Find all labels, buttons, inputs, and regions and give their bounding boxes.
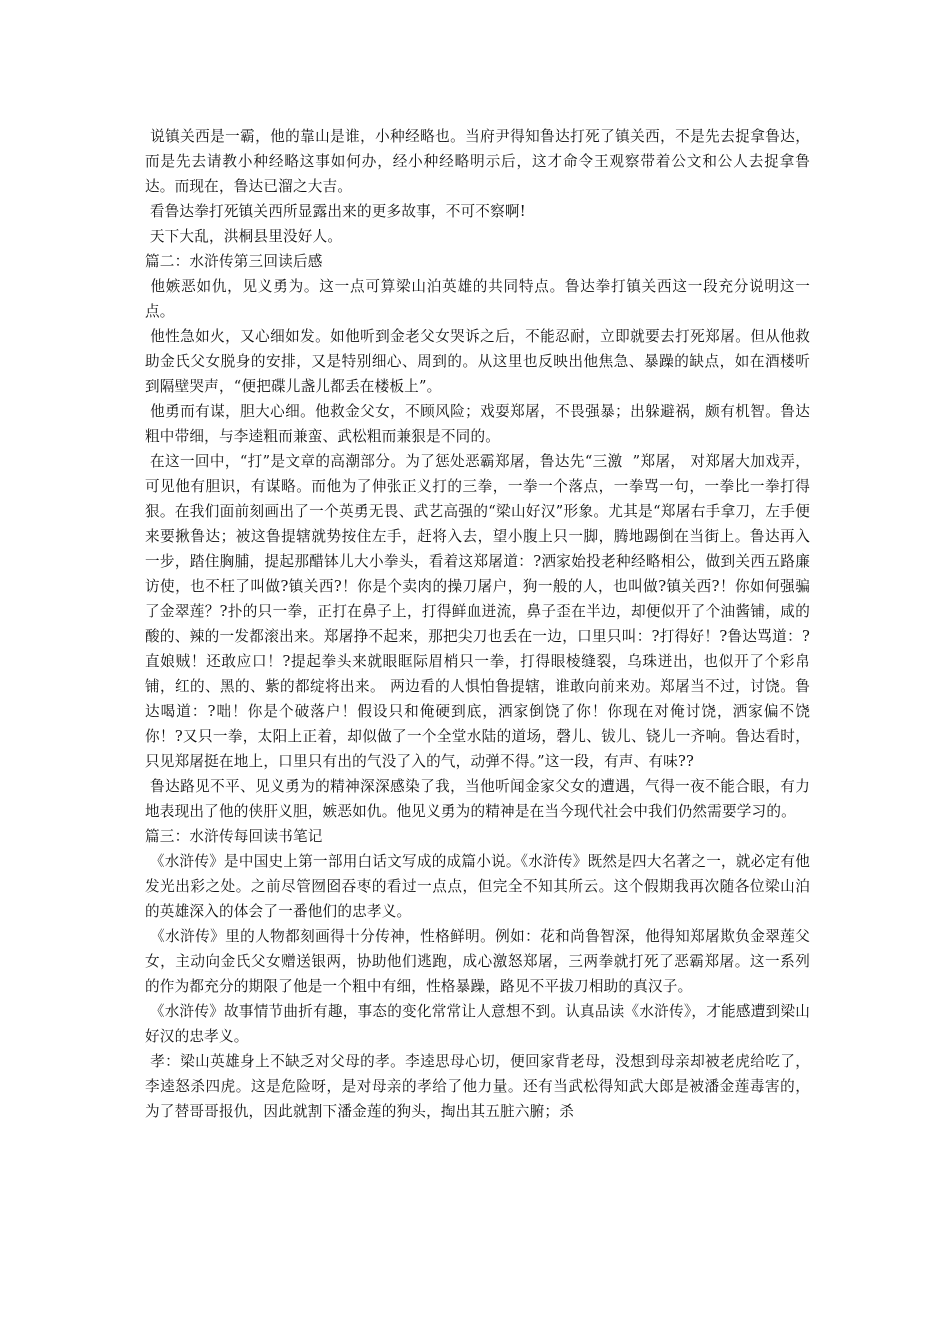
body-paragraph: 《水浒传》里的人物都刻画得十分传神，性格鲜明。例如：花和尚鲁智深，他得知郑屠欺负金翠莲父女，主动向金氏父女赠送银两，协助他们逃跑，成心激怒郑屠，三两拳就打死了恶霸郑屠。这一系列的作为都充分的期限了他是一个粗中有细，性格暴躁，路见不平拔刀相助的真汉子。	[145, 928, 811, 995]
body-paragraph: 《水浒传》故事情节曲折有趣，事态的变化常常让人意想不到。认真品读《水浒传》，才能感遭到梁山好汉的忠孝义。	[145, 1003, 810, 1045]
body-paragraph: 他嫉恶如仇，见义勇为。这一点可算梁山泊英雄的共同特点。鲁达拳打镇关西这一段充分说明这一点。	[145, 278, 810, 320]
section-heading: 篇三：水浒传每回读书笔记	[145, 828, 323, 845]
body-paragraph: 天下大乱，洪桐县里没好人。	[145, 228, 343, 245]
body-paragraph: 他性急如火，又心细如发。如他听到金老父女哭诉之后，不能忍耐，立即就要去打死郑屠。但从他救助金氏父女脱身的安排，又是特别细心、周到的。从这里也反映出他焦急、暴躁的缺点，如在酒楼听到隔壁哭声，“便把碟儿盏儿都丢在楼板上”。	[145, 328, 811, 395]
body-paragraph: 鲁达路见不平、见义勇为的精神深深感染了我，当他听闻金家父女的遭遇，气得一夜不能合眼，有力地表现出了他的侠肝义胆，嫉恶如仇。他见义勇为的精神是在当今现代社会中我们仍然需要学习的。	[145, 778, 811, 820]
body-paragraph: 他勇而有谋，胆大心细。他救金父女，不顾风险；戏耍郑屠，不畏强暴；出躲避祸，颇有机智。鲁达粗中带细，与李逵粗而兼蛮、武松粗而兼狠是不同的。	[145, 403, 811, 445]
body-paragraph: 孝：梁山英雄身上不缺乏对父母的孝。李逵思母心切，便回家背老母，没想到母亲却被老虎给吃了，李逵怒杀四虎。这是危险呀，是对母亲的孝给了他力量。还有当武松得知武大郎是被潘金莲毒害的，为了替哥哥报仇，因此就割下潘金莲的狗头，掏出其五脏六腑；杀	[145, 1053, 811, 1120]
body-paragraph: 在这一回中，“打”是文章的高潮部分。为了惩处恶霸郑屠，鲁达先“三激 ”郑屠， 对郑屠大加戏弄，可见他有胆识，有谋略。而他为了伸张正义打的三拳，一拳一个落点，一拳骂一句，一拳比一拳打得狠。在我们面前刻画出了一个英勇无畏、武艺高强的“梁山好汉”形象。尤其是“郑屠右手拿刀，左手便来要揪鲁达；被这鲁提辖就势按住左手，赶将入去，望小腹上只一脚，腾地踢倒在当街上。鲁达再入一步，踏住胸脯，提起那醋钵儿大小拳头，看着这郑屠道：?洒家始投老种经略相公，做到关西五路廉访使，也不枉了叫做?镇关西?！你是个卖肉的操刀屠户，狗一般的人，也叫做?镇关西?！你如何强骗了金翠莲？?扑的只一拳，正打在鼻子上，打得鲜血迸流，鼻子歪在半边，却便似开了个油酱铺，咸的酸的、辣的一发都滚出来。郑屠挣不起来，那把尖刀也丢在一边，口里只叫：?打得好！?鲁达骂道：?直娘贼！还敢应口！?提起拳头来就眼眶际眉梢只一拳，打得眼棱缝裂，乌珠迸出，也似开了个彩帛铺，红的、黑的、紫的都绽将出来。 两边看的人惧怕鲁提辖，谁敢向前来劝。郑屠当不过，讨饶。鲁达喝道：?咄！你是个破落户！假设只和俺硬到底，洒家倒饶了你！你现在对俺讨饶，洒家偏不饶你！?又只一拳，太阳上正着，却似做了一个全堂水陆的道场，磬儿、钹儿、铙儿一齐响。鲁达看时，只见郑屠挺在地上，口里只有出的气没了入的气，动弹不得。”这一段，有声、有味??	[145, 453, 810, 770]
document-page	[145, 124, 810, 1124]
body-paragraph: 《水浒传》是中国史上第一部用白话文写成的成篇小说。《水浒传》既然是四大名著之一，就必定有他发光出彩之处。之前尽管囫囵吞枣的看过一点点，但完全不知其所云。这个假期我再次随各位梁山泊的英雄深入的体会了一番他们的忠孝义。	[145, 853, 810, 920]
body-paragraph: 说镇关西是一霸，他的靠山是谁，小种经略也。当府尹得知鲁达打死了镇关西，不是先去捉拿鲁达，而是先去请教小种经略这事如何办，经小种经略明示后，这才命令王观察带着公文和公人去捉拿鲁达。而现在，鲁达已溜之大吉。	[145, 128, 811, 195]
section-heading: 篇二：水浒传第三回读后感	[145, 253, 323, 270]
body-paragraph: 看鲁达拳打死镇关西所显露出来的更多故事，不可不察啊!	[145, 203, 526, 220]
